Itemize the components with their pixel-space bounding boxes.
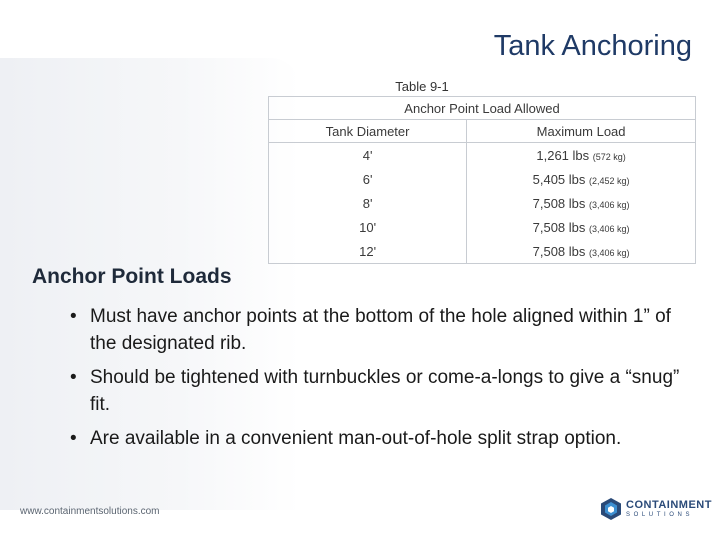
bullet-dot: •	[70, 428, 77, 449]
load-kg: (572 kg)	[592, 151, 626, 162]
load-lbs: 7,508 lbs	[532, 195, 586, 211]
load-kg: (3,406 kg)	[589, 223, 630, 234]
table-row	[269, 239, 696, 264]
table-row	[269, 143, 696, 168]
table-row	[269, 167, 696, 191]
load-lbs: 7,508 lbs	[532, 219, 586, 235]
column-header-diameter: Tank Diameter	[269, 120, 467, 143]
bullet-dot: •	[70, 306, 77, 327]
cell-diameter: 6'	[269, 167, 467, 191]
company-logo	[600, 497, 712, 523]
cell-load	[467, 239, 696, 264]
cell-load	[467, 143, 696, 168]
logo-subtitle: SOLUTIONS	[626, 512, 694, 518]
logo-name: CONTAINMENT	[626, 499, 712, 511]
table-caption: Table 9-1	[395, 79, 449, 94]
load-lbs: 7,508 lbs	[532, 243, 586, 259]
bullet-text: Should be tightened with turnbuckles or come-a-longs to give a “snug” fit.	[90, 367, 680, 415]
load-lbs: 1,261 lbs	[536, 147, 590, 163]
bullet-text: Must have anchor points at the bottom of the hole aligned within 1” of the designated rib.	[90, 306, 671, 354]
cell-diameter: 10'	[269, 215, 467, 239]
section-heading: Anchor Point Loads	[32, 265, 232, 288]
bullet-item	[70, 364, 690, 418]
load-kg: (3,406 kg)	[589, 247, 630, 258]
anchor-load-table-figure	[268, 78, 696, 264]
table-row	[269, 215, 696, 239]
cell-load	[467, 167, 696, 191]
cell-diameter: 8'	[269, 191, 467, 215]
table-header: Anchor Point Load Allowed	[269, 97, 696, 120]
cell-diameter: 4'	[269, 143, 467, 168]
bullet-item	[70, 425, 690, 452]
table-row	[269, 191, 696, 215]
anchor-load-table	[268, 96, 696, 264]
logo-mark-icon	[600, 497, 622, 521]
load-kg: (2,452 kg)	[589, 175, 630, 186]
footer-url: www.containmentsolutions.com	[20, 506, 160, 517]
bullet-item	[70, 303, 690, 357]
bullet-dot: •	[70, 367, 77, 388]
bullet-text: Are available in a convenient man-out-of-hole split strap option.	[90, 428, 622, 449]
load-lbs: 5,405 lbs	[532, 171, 586, 187]
slide-title: Tank Anchoring	[493, 30, 692, 62]
cell-load	[467, 215, 696, 239]
load-kg: (3,406 kg)	[589, 199, 630, 210]
bullet-list	[70, 303, 690, 459]
cell-diameter: 12'	[269, 239, 467, 264]
cell-load	[467, 191, 696, 215]
column-header-max-load: Maximum Load	[467, 120, 696, 143]
